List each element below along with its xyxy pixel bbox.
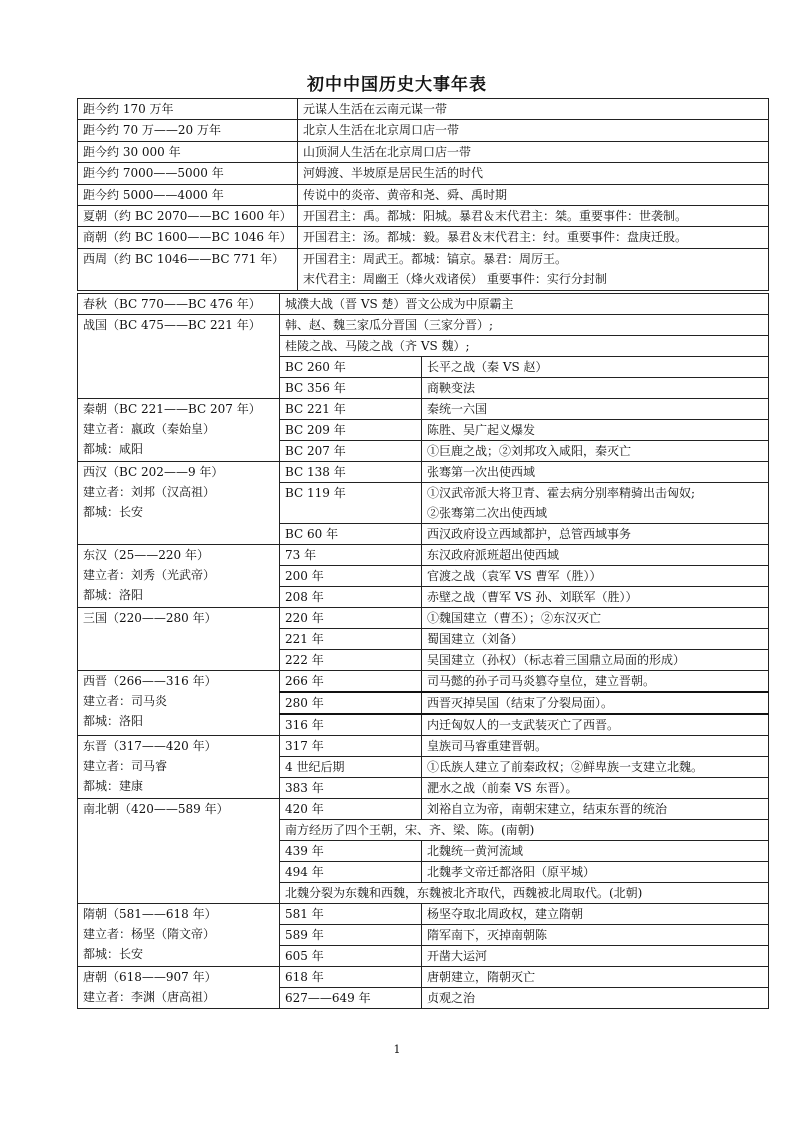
event-cell	[422, 988, 769, 1009]
year-cell	[280, 714, 422, 736]
era-cell-line: 建立者：司马睿	[83, 759, 168, 773]
era-cell	[78, 399, 280, 462]
year-cell-line: 266 年	[285, 674, 324, 688]
event-cell	[422, 650, 769, 671]
year-cell-line: BC 209 年	[285, 423, 346, 437]
table-row	[78, 462, 769, 483]
year-cell-line: BC 260 年	[285, 360, 346, 374]
era-cell-line: 西晋（266——316 年）	[83, 674, 217, 688]
year-cell-line: 420 年	[285, 802, 324, 816]
era-cell-line: 都城：咸阳	[83, 442, 144, 456]
event-cell-line: 赤壁之战（曹军 VS 孙、刘联军（胜））	[427, 590, 638, 604]
period-cell-line: 距今约 70 万——20 万年	[83, 123, 221, 138]
era-cell-line: 建立者：嬴政（秦始皇）	[83, 422, 216, 436]
year-cell-line: 383 年	[285, 781, 324, 795]
event-cell	[422, 799, 769, 820]
description-cell	[298, 120, 769, 141]
table-row	[78, 736, 769, 757]
event-cell	[422, 524, 769, 545]
event-cell	[422, 483, 769, 524]
year-cell	[280, 441, 422, 462]
event-cell-line: 韩、赵、魏三家瓜分晋国（三家分晋）;	[285, 318, 494, 332]
year-cell-line: BC 138 年	[285, 465, 346, 479]
year-cell	[280, 799, 422, 820]
table-row	[78, 248, 769, 290]
table-row	[78, 294, 769, 315]
year-cell-line: 208 年	[285, 590, 324, 604]
event-cell-line: 商鞅变法	[427, 381, 476, 395]
table-row	[78, 799, 769, 820]
era-cell-line: 建立者：杨坚（隋文帝）	[83, 927, 216, 941]
era-cell-line: 秦朝（BC 221——BC 207 年）	[83, 402, 261, 416]
year-cell	[280, 420, 422, 441]
event-cell	[280, 883, 769, 904]
era-cell	[78, 608, 280, 671]
event-cell	[422, 629, 769, 650]
event-cell-line: 城濮大战（晋 VS 楚）晋文公成为中原霸主	[285, 297, 514, 311]
year-cell	[280, 524, 422, 545]
era-cell-line: 建立者：司马炎	[83, 694, 168, 708]
year-cell-line: 316 年	[285, 718, 324, 732]
year-cell-line: BC 60 年	[285, 527, 339, 541]
table-row	[78, 608, 769, 629]
year-cell	[280, 736, 422, 757]
era-cell	[78, 315, 280, 399]
year-cell	[280, 904, 422, 925]
event-cell	[422, 420, 769, 441]
event-cell-line: 北魏孝文帝迁都洛阳（原平城）	[427, 865, 596, 879]
year-cell	[280, 988, 422, 1009]
description-cell-line: 开国君主：禹。都城：阳城。暴君＆末代君主：桀。重要事件：世袭制。	[303, 209, 688, 224]
year-cell	[280, 650, 422, 671]
event-cell-line: ②张骞第二次出使西域	[427, 506, 548, 520]
year-cell	[280, 862, 422, 883]
year-cell-line: BC 119 年	[285, 486, 346, 500]
description-cell	[298, 163, 769, 184]
description-cell-line: 开国君主：汤。都城：毅。暴君＆末代君主：纣。重要事件：盘庚迁殷。	[303, 230, 688, 245]
description-cell	[298, 141, 769, 162]
event-cell	[422, 462, 769, 483]
year-cell-line: 280 年	[285, 696, 324, 710]
table-row	[78, 120, 769, 141]
year-cell-line: 589 年	[285, 928, 324, 942]
table-row	[78, 904, 769, 925]
era-cell-line: 三国（220——280 年）	[83, 611, 217, 625]
year-cell-line: 618 年	[285, 970, 324, 984]
period-cell	[78, 141, 298, 162]
dynasty-table	[77, 293, 769, 1009]
event-cell	[422, 778, 769, 799]
period-cell-line: 距今约 170 万年	[83, 102, 174, 116]
description-cell-line: 山顶洞人生活在北京周口店一带	[303, 144, 472, 159]
page-title: 初中中国历史大事年表	[307, 75, 487, 95]
era-cell-line: 建立者：刘秀（光武帝）	[83, 568, 216, 582]
year-cell	[280, 692, 422, 714]
event-cell-line: 桂陵之战、马陵之战（齐 VS 魏）;	[285, 339, 470, 353]
era-cell	[78, 671, 280, 736]
era-cell	[78, 904, 280, 967]
era-cell-line: 唐朝（618——907 年）	[83, 970, 217, 984]
event-cell-line: 长平之战（秦 VS 赵）	[427, 360, 548, 374]
description-cell	[298, 248, 769, 290]
era-cell	[78, 799, 280, 904]
year-cell	[280, 566, 422, 587]
event-cell-line: 淝水之战（前秦 VS 东晋）。	[427, 781, 578, 795]
event-cell-line: 贞观之治	[427, 991, 476, 1005]
event-cell	[422, 736, 769, 757]
event-cell-line: 北魏统一黄河流域	[427, 844, 524, 858]
table-row	[78, 227, 769, 248]
event-cell-line: 东汉政府派班超出使西域	[427, 548, 560, 562]
table-row	[78, 141, 769, 162]
year-cell-line: 581 年	[285, 907, 324, 921]
era-cell	[78, 545, 280, 608]
description-cell-line: 元谋人生活在云南元谋一带	[303, 102, 448, 116]
event-cell	[422, 967, 769, 988]
year-cell	[280, 357, 422, 378]
era-cell	[78, 462, 280, 545]
period-cell-line: 距今约 5000——4000 年	[83, 187, 224, 202]
year-cell-line: BC 356 年	[285, 381, 346, 395]
event-cell-line: ①巨鹿之战；②刘邦攻入咸阳，秦灭亡	[427, 444, 632, 458]
table-row	[78, 671, 769, 693]
description-cell	[298, 227, 769, 248]
event-cell-line: 陈胜、吴广起义爆发	[427, 423, 536, 437]
era-cell-line: 春秋（BC 770——BC 476 年）	[83, 297, 261, 311]
description-cell-line: 末代君主：周幽王（烽火戏诸侯） 重要事件：实行分封制	[303, 272, 607, 287]
event-cell-line: 杨坚夺取北周政权，建立隋朝	[427, 907, 584, 921]
period-cell-line: 西周（约 BC 1046——BC 771 年）	[83, 251, 285, 266]
event-cell	[422, 946, 769, 967]
year-cell-line: 73 年	[285, 548, 317, 562]
event-cell	[422, 757, 769, 778]
event-cell-line: ①魏国建立（曹丕）；②东汉灭亡	[427, 611, 602, 625]
year-cell	[280, 462, 422, 483]
event-cell-line: 吴国建立（孙权）（标志着三国鼎立局面的形成）	[427, 653, 686, 667]
era-cell	[78, 967, 280, 1009]
era-cell-line: 都城：长安	[83, 505, 144, 519]
table-row	[78, 399, 769, 420]
era-cell-line: 建立者：刘邦（汉高祖）	[83, 485, 216, 499]
event-cell-line: 官渡之战（袁军 VS 曹军（胜））	[427, 569, 602, 583]
period-cell-line: 夏朝（约 BC 2070——BC 1600 年）	[83, 209, 292, 224]
era-cell-line: 西汉（BC 202——9 年）	[83, 465, 224, 479]
year-cell	[280, 483, 422, 524]
year-cell-line: 627——649 年	[285, 991, 371, 1005]
period-cell-line: 距今约 30 000 年	[83, 144, 181, 159]
event-cell-line: 西汉政府设立西域都护，总管西域事务	[427, 527, 632, 541]
era-cell-line: 都城：长安	[83, 947, 144, 961]
event-cell	[422, 862, 769, 883]
event-cell-line: 蜀国建立（刘备）	[427, 632, 524, 646]
period-cell	[78, 99, 298, 120]
year-cell	[280, 545, 422, 566]
event-cell-line: 南方经历了四个王朝，宋、齐、梁、陈。(南朝)	[285, 823, 535, 837]
event-cell	[422, 399, 769, 420]
event-cell-line: 内迁匈奴人的一支武装灭亡了西晋。	[427, 718, 620, 732]
description-cell	[298, 99, 769, 120]
event-cell	[422, 692, 769, 714]
era-cell-line: 建立者：李渊（唐高祖）	[83, 990, 216, 1004]
period-cell	[78, 184, 298, 205]
era-cell-line: 战国（BC 475——BC 221 年）	[83, 318, 261, 332]
era-cell-line: 都城：建康	[83, 779, 144, 793]
event-cell	[422, 925, 769, 946]
year-cell	[280, 629, 422, 650]
year-cell-line: 222 年	[285, 653, 324, 667]
prehistory-table	[77, 98, 769, 291]
table-row	[78, 206, 769, 227]
era-cell-line: 隋朝（581——618 年）	[83, 907, 217, 921]
year-cell-line: BC 221 年	[285, 402, 346, 416]
year-cell	[280, 608, 422, 629]
year-cell-line: 4 世纪后期	[285, 760, 345, 774]
table-row	[78, 315, 769, 336]
period-cell	[78, 248, 298, 290]
table-row	[78, 184, 769, 205]
era-cell	[78, 736, 280, 799]
year-cell	[280, 778, 422, 799]
year-cell-line: 220 年	[285, 611, 324, 625]
era-cell-line: 都城：洛阳	[83, 714, 144, 728]
description-cell-line: 开国君主：周武王。都城：镐京。暴君：周厉王。	[303, 251, 568, 266]
event-cell-line: 西晋灭掉吴国（结束了分裂局面）。	[427, 696, 614, 710]
event-cell	[422, 841, 769, 862]
event-cell-line: ①汉武帝派大将卫青、霍去病分别率精骑出击匈奴;	[427, 486, 696, 500]
event-cell-line: 秦统一六国	[427, 402, 488, 416]
period-cell	[78, 120, 298, 141]
event-cell-line: 隋军南下，灭掉南朝陈	[427, 928, 548, 942]
event-cell-line: 刘裕自立为帝，南朝宋建立，结束东晋的统治	[427, 802, 668, 816]
event-cell	[422, 357, 769, 378]
year-cell	[280, 841, 422, 862]
year-cell-line: 200 年	[285, 569, 324, 583]
description-cell-line: 北京人生活在北京周口店一带	[303, 123, 460, 138]
period-cell-line: 商朝（约 BC 1600——BC 1046 年）	[83, 230, 292, 245]
era-cell-line: 南北朝（420——589 年）	[83, 802, 229, 816]
event-cell	[422, 566, 769, 587]
event-cell-line: 开凿大运河	[427, 949, 488, 963]
year-cell-line: 494 年	[285, 865, 324, 879]
table-row	[78, 967, 769, 988]
description-cell-line: 河姆渡、半坡原是居民生活的时代	[303, 166, 484, 181]
period-cell	[78, 227, 298, 248]
event-cell-line: 北魏分裂为东魏和西魏，东魏被北齐取代，西魏被北周取代。(北朝)	[285, 886, 643, 900]
year-cell-line: BC 207 年	[285, 444, 346, 458]
description-cell	[298, 184, 769, 205]
year-cell	[280, 671, 422, 693]
event-cell	[280, 336, 769, 357]
year-cell	[280, 946, 422, 967]
period-cell	[78, 163, 298, 184]
event-cell-line: 唐朝建立，隋朝灭亡	[427, 970, 536, 984]
era-cell-line: 东汉（25——220 年）	[83, 548, 209, 562]
event-cell-line: 张骞第一次出使西域	[427, 465, 536, 479]
year-cell-line: 317 年	[285, 739, 324, 753]
period-cell-line: 距今约 7000——5000 年	[83, 166, 224, 181]
year-cell	[280, 757, 422, 778]
event-cell	[422, 378, 769, 399]
event-cell	[422, 441, 769, 462]
event-cell	[280, 820, 769, 841]
period-cell	[78, 206, 298, 227]
description-cell	[298, 206, 769, 227]
year-cell	[280, 378, 422, 399]
event-cell	[280, 294, 769, 315]
event-cell-line: ①氐族人建立了前秦政权；②鲜卑族一支建立北魏。	[427, 760, 704, 774]
description-cell-line: 传说中的炎帝、黄帝和尧、舜、禹时期	[303, 187, 508, 202]
year-cell	[280, 967, 422, 988]
event-cell-line: 司马懿的孙子司马炎篡夺皇位，建立晋朝。	[427, 674, 656, 688]
event-cell	[280, 315, 769, 336]
era-cell-line: 都城：洛阳	[83, 588, 144, 602]
table-row	[78, 545, 769, 566]
event-cell-line: 皇族司马睿重建晋朝。	[427, 739, 548, 753]
year-cell	[280, 925, 422, 946]
era-cell	[78, 294, 280, 315]
event-cell	[422, 714, 769, 736]
event-cell	[422, 671, 769, 693]
table-row	[78, 99, 769, 120]
year-cell	[280, 587, 422, 608]
page-number: 1	[393, 1043, 401, 1056]
table-row	[78, 163, 769, 184]
event-cell	[422, 587, 769, 608]
era-cell-line: 东晋（317——420 年）	[83, 739, 217, 753]
year-cell	[280, 399, 422, 420]
event-cell	[422, 608, 769, 629]
year-cell-line: 605 年	[285, 949, 324, 963]
year-cell-line: 221 年	[285, 632, 324, 646]
event-cell	[422, 545, 769, 566]
event-cell	[422, 904, 769, 925]
year-cell-line: 439 年	[285, 844, 324, 858]
